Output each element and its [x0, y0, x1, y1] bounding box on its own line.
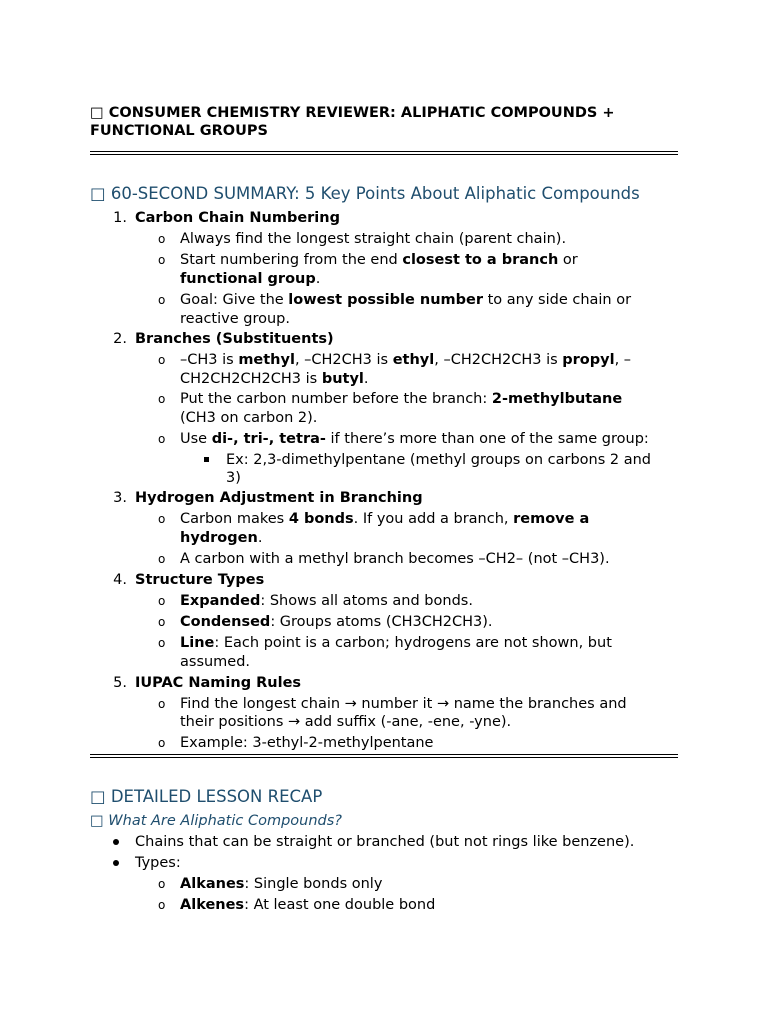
list-item: Types: — [135, 855, 181, 871]
double-rule-divider — [90, 151, 678, 155]
bullet-dot-icon — [113, 860, 119, 866]
section-number: 5. — [113, 675, 127, 691]
section-number: 1. — [113, 210, 127, 226]
document-title — [90, 105, 690, 140]
bullet-o-icon: o — [158, 898, 166, 912]
double-rule-divider — [90, 754, 678, 758]
list-item: Alkenes: At least one double bond — [180, 897, 436, 913]
list-item: Example: 3-ethyl-2-methylpentane — [180, 735, 434, 751]
list-item-continuation: (CH3 on carbon 2). — [180, 410, 318, 426]
bullet-o-icon: o — [158, 552, 166, 566]
section-number: 2. — [113, 331, 127, 347]
section-title: Carbon Chain Numbering — [135, 210, 340, 226]
section-number: 4. — [113, 572, 127, 588]
list-item-continuation: functional group. — [180, 271, 321, 287]
bullet-dot-icon — [113, 839, 119, 845]
bullet-o-icon: o — [158, 697, 166, 711]
list-item: Carbon makes 4 bonds. If you add a branch, remove a — [180, 511, 590, 527]
list-item: –CH3 is methyl, –CH2CH3 is ethyl, –CH2CH2CH3 is propyl, – — [180, 352, 632, 368]
summary-heading: □ 60-SECOND SUMMARY: 5 Key Points About Aliphatic Compounds — [90, 184, 640, 203]
bullet-o-icon: o — [158, 736, 166, 750]
bullet-o-icon: o — [158, 512, 166, 526]
list-item-continuation: CH2CH2CH2CH3 is butyl. — [180, 371, 369, 387]
list-item: Line: Each point is a carbon; hydrogens are not shown, but — [180, 635, 612, 651]
section-title: IUPAC Naming Rules — [135, 675, 302, 691]
section-number: 3. — [113, 490, 127, 506]
list-item: Always find the longest straight chain (parent chain). — [180, 231, 567, 247]
section-title: Structure Types — [135, 572, 265, 588]
square-bullet-icon — [204, 457, 209, 462]
list-item: Goal: Give the lowest possible number to any side chain or — [180, 292, 632, 308]
bullet-o-icon: o — [158, 636, 166, 650]
list-item: Find the longest chain → number it → name the branches and — [180, 696, 627, 712]
sub-list-item: Ex: 2,3-dimethylpentane (methyl groups on carbons 2 and — [226, 452, 652, 468]
list-item: Put the carbon number before the branch: 2-methylbutane — [180, 391, 623, 407]
title-line-1: □ CONSUMER CHEMISTRY REVIEWER: ALIPHATIC COMPOUNDS + — [90, 105, 615, 121]
section-title: Hydrogen Adjustment in Branching — [135, 490, 423, 506]
section-title: Branches (Substituents) — [135, 331, 334, 347]
bullet-o-icon: o — [158, 594, 166, 608]
bullet-o-icon: o — [158, 293, 166, 307]
list-item: Use di-, tri-, tetra- if there’s more than one of the same group: — [180, 431, 649, 447]
bullet-o-icon: o — [158, 615, 166, 629]
bullet-o-icon: o — [158, 392, 166, 406]
list-item-continuation: hydrogen. — [180, 530, 263, 546]
list-item-continuation: their positions → add suffix (-ane, -ene, -yne). — [180, 714, 512, 730]
bullet-o-icon: o — [158, 353, 166, 367]
bullet-o-icon: o — [158, 232, 166, 246]
bullet-o-icon: o — [158, 253, 166, 267]
list-item: A carbon with a methyl branch becomes –CH2– (not –CH3). — [180, 551, 610, 567]
list-item: Condensed: Groups atoms (CH3CH2CH3). — [180, 614, 493, 630]
sub-list-item-continuation: 3) — [226, 470, 241, 486]
title-line-2: FUNCTIONAL GROUPS — [90, 122, 268, 139]
bullet-o-icon: o — [158, 877, 166, 891]
list-item: Start numbering from the end closest to a branch or — [180, 252, 578, 268]
list-item: Alkanes: Single bonds only — [180, 876, 383, 892]
list-item: Expanded: Shows all atoms and bonds. — [180, 593, 473, 609]
list-item: Chains that can be straight or branched (but not rings like benzene). — [135, 834, 635, 850]
list-item-continuation: assumed. — [180, 654, 251, 670]
detailed-recap-heading: □ DETAILED LESSON RECAP — [90, 787, 323, 806]
bullet-o-icon: o — [158, 432, 166, 446]
list-item-continuation: reactive group. — [180, 311, 290, 327]
aliphatic-subheading: □ What Are Aliphatic Compounds? — [90, 813, 343, 829]
